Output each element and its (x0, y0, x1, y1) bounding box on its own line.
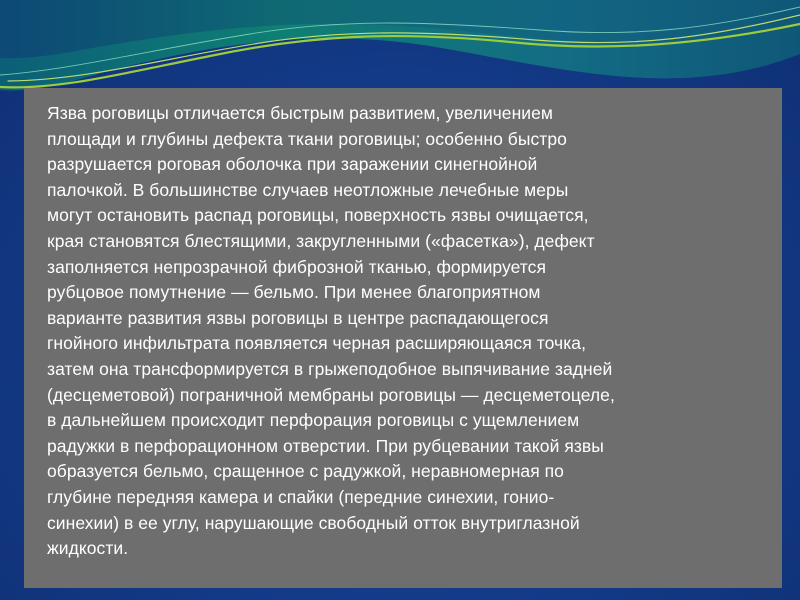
slide-body-text: Язва роговицы отличается быстрым развитием, увеличением площади и глубины дефекта ткани роговицы; особенно быстро разрушается роговая оболочка при заражении синегнойной палочкой. В большинстве случаев неотложные лечебные меры могут остановить распад роговицы, поверхность язвы очищается, края становятся блестящими, закругленными («фасетка»), дефект заполняется непрозрачной фиброзной тканью, формируется рубцовое помутнение — бельмо. При менее благоприятном варианте развития язвы роговицы в центре распадающегося гнойного инфильтрата появляется черная расширяющаяся точка, затем она трансформируется в грыжеподобное выпячивание задней (десцеметовой) пограничной мембраны роговицы — десцеметоцеле, в дальнейшем происходит перфорация роговицы с ущемлением радужки в перфорационном отверстии. При рубцевании такой язвы образуется бельмо, сращенное с радужкой, неравномерная по глубине передняя камера и спайки (передние синехии, гонио- синехии) в ее углу, нарушающие свободный отток внутриглазной жидкости. (47, 103, 615, 559)
